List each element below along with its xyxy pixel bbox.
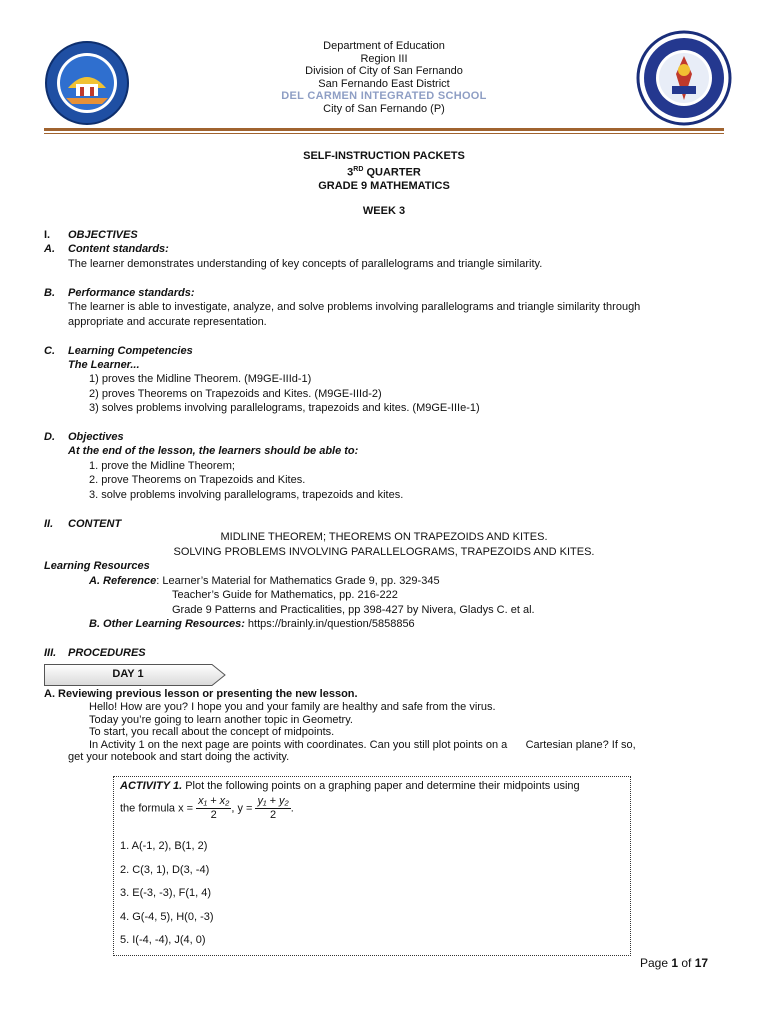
section-title: PROCEDURES (68, 647, 146, 659)
reference-line: Teacher’s Guide for Mathematics, pp. 216-222 (172, 589, 398, 601)
deped-seal (636, 30, 732, 126)
reference-line (89, 575, 440, 588)
review-paragraph: Hello! How are you? I hope you and your family are healthy and safe from the virus. (89, 701, 496, 713)
activity-label: ACTIVITY 1. (120, 780, 183, 792)
subsection-title: Performance standards: (68, 287, 195, 299)
region-name: Region III (360, 52, 408, 65)
total-pages: 17 (694, 956, 709, 970)
review-paragraph: In Activity 1 on the next page are points with coordinates. Can you still plot points on a Cartesian plane? If so, (89, 739, 636, 751)
title-line: SELF-INSTRUCTION PACKETS (303, 150, 465, 162)
midpoint-formula (120, 795, 294, 822)
reference-value: : Learner’s Material for Mathematics Grade 9, pp. 329-345 (156, 575, 440, 587)
reference-label: A. Reference (89, 575, 157, 587)
section-number: I. (44, 229, 51, 241)
activity-box (113, 776, 631, 956)
week-line: WEEK 3 (362, 204, 406, 217)
subsection-letter: D. (44, 431, 55, 443)
activity-item: 4. G(-4, 5), H(0, -3) (120, 911, 214, 923)
activity-item: 3. E(-3, -3), F(1, 4) (120, 887, 212, 899)
lesson-objectives-heading (44, 431, 124, 444)
lesson-objectives-subheading: At the end of the lesson, the learners should be able to: (68, 445, 359, 457)
subsection-title: Learning Competencies (68, 345, 193, 357)
subsection-letter: B. (44, 287, 55, 299)
formula-end: . (290, 802, 294, 815)
content-topic: MIDLINE THEOREM; THEOREMS ON TRAPEZOIDS AND KITES. (220, 531, 548, 543)
division-name: Division of City of San Fernando (305, 65, 463, 77)
x-fraction (196, 795, 231, 822)
subsection-letter: A. (44, 243, 55, 255)
y-fraction (255, 795, 290, 822)
page-indicator (640, 957, 708, 970)
competency-item: 2) proves Theorems on Trapezoids and Kites. (M9GE-IIId-2) (89, 388, 382, 400)
activity-item: 5. I(-4, -4), J(4, 0) (120, 934, 206, 946)
performance-standards-text-2: appropriate and accurate representation. (68, 316, 267, 328)
activity-item: 2. C(3, 1), D(3, -4) (120, 864, 210, 876)
objectives-heading (44, 229, 138, 242)
reference-line: Grade 9 Patterns and Practicalities, pp 398-427 by Nivera, Gladys C. et al. (172, 604, 535, 616)
competencies-subheading: The Learner... (68, 359, 140, 371)
competencies-heading (44, 345, 193, 358)
page-word: Page (640, 956, 672, 970)
other-resources-label: B. Other Learning Resources: (89, 618, 245, 630)
subsection-title: Content standards: (68, 243, 169, 255)
activity-instruction (120, 780, 580, 793)
department-name: Department of Education (323, 40, 445, 52)
grade-line: GRADE 9 MATHEMATICS (318, 179, 450, 192)
section-title: OBJECTIVES (68, 229, 138, 241)
competency-item: 3) solves problems involving parallelograms, trapezoids and kites. (M9GE-IIIe-1) (89, 402, 480, 414)
header-divider-thin (44, 133, 724, 134)
quarter-suffix: RD (353, 166, 364, 173)
review-paragraph: To start, you recall about the concept of midpoints. (89, 726, 335, 738)
x-denominator: 2 (210, 809, 217, 821)
of-word: of (678, 956, 695, 970)
y-denominator: 2 (270, 809, 277, 821)
section-title: CONTENT (68, 518, 122, 530)
section-number: III. (44, 647, 57, 659)
section-number: II. (44, 518, 54, 530)
resources-heading: Learning Resources (44, 560, 150, 572)
x-numerator: x₁ + x₂ (198, 795, 230, 807)
content-standards-text: The learner demonstrates understanding of key concepts of parallelograms and triangle similarity. (68, 258, 543, 270)
objective-item: 2. prove Theorems on Trapezoids and Kites. (89, 474, 306, 486)
city-name: City of San Fernando (P) (323, 102, 445, 115)
procedures-heading (44, 647, 146, 660)
y-numerator: y₁ + y₂ (257, 795, 289, 807)
day-banner (44, 664, 226, 686)
document-header (200, 40, 568, 115)
quarter-number: 3 (347, 166, 354, 179)
performance-standards-heading (44, 287, 195, 300)
review-heading: A. Reviewing previous lesson or presenting the new lesson. (44, 688, 358, 700)
page-number: 1 (671, 956, 679, 970)
quarter-line (200, 163, 568, 180)
performance-standards-text: The learner is able to investigate, analyze, and solve problems involving parallelograms and triangle similarity through (68, 301, 641, 313)
day-label: DAY 1 (112, 668, 144, 680)
school-name: DEL CARMEN INTEGRATED SCHOOL (281, 90, 487, 102)
other-resources-line (89, 618, 415, 631)
content-topic: SOLVING PROBLEMS INVOLVING PARALLELOGRAMS, TRAPEZOIDS AND KITES. (173, 546, 595, 558)
district-name: San Fernando East District (318, 77, 450, 90)
activity-item: 1. A(-1, 2), B(1, 2) (120, 840, 208, 852)
review-paragraph: Today you’re going to learn another topic in Geometry. (89, 714, 353, 726)
subsection-letter: C. (44, 345, 55, 357)
content-heading (44, 518, 121, 531)
document-title (200, 150, 568, 218)
quarter-word: QUARTER (363, 166, 421, 179)
subsection-title: Objectives (68, 431, 124, 443)
activity-instruction-text: Plot the following points on a graphing paper and determine their midpoints using (182, 780, 580, 792)
header-divider (44, 128, 724, 131)
content-standards-heading (44, 243, 169, 256)
competency-item: 1) proves the Midline Theorem. (M9GE-IIId-1) (89, 373, 312, 385)
formula-prefix: the formula x = (120, 802, 197, 815)
objective-item: 3. solve problems involving parallelograms, trapezoids and kites. (89, 489, 404, 501)
objective-item: 1. prove the Midline Theorem; (89, 460, 235, 472)
formula-separator: , y = (231, 802, 256, 815)
review-paragraph: get your notebook and start doing the activity. (68, 751, 290, 763)
school-logo (44, 40, 130, 126)
other-resources-link[interactable]: https://brainly.in/question/5858856 (244, 618, 415, 630)
